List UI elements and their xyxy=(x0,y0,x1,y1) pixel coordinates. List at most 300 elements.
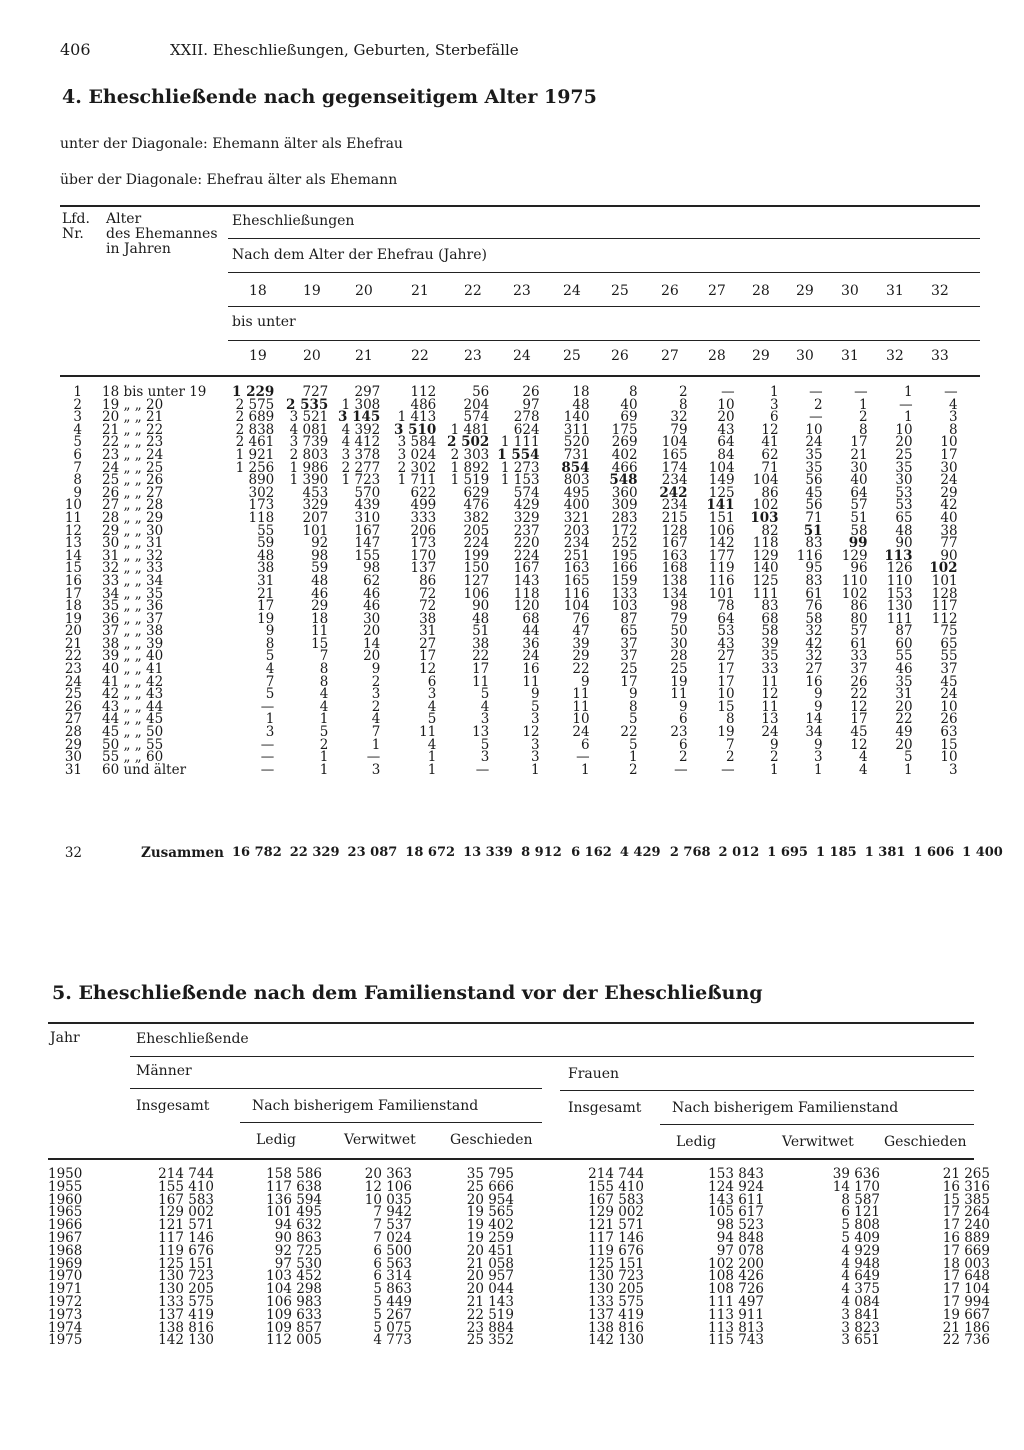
count-cell: 90 863 xyxy=(274,1229,322,1246)
row-number: 8 xyxy=(73,472,82,489)
marriage-count-cell: 22 xyxy=(572,661,590,678)
row-number: 26 xyxy=(64,698,82,715)
row-number: 15 xyxy=(64,560,82,577)
marriage-count-cell: 2 689 xyxy=(235,409,275,426)
count-cell: 4 929 xyxy=(841,1242,880,1259)
marriage-count-cell: 40 xyxy=(620,396,638,413)
marriage-count-cell: 13 xyxy=(761,711,779,728)
count-cell: 6 563 xyxy=(373,1255,412,1272)
row-number: 4 xyxy=(73,421,82,438)
table-row xyxy=(60,386,966,399)
age-header-cell: 19 xyxy=(249,348,267,364)
header-men-insgesamt: Insgesamt xyxy=(136,1098,210,1114)
marriage-count-cell: 8 xyxy=(265,635,275,652)
age-header-cell: 27 xyxy=(708,283,726,299)
marriage-count-cell: 574 xyxy=(513,484,540,501)
marriage-count-cell: 19 xyxy=(670,673,688,690)
count-cell: 167 583 xyxy=(158,1191,214,1208)
marriage-count-cell: 17 xyxy=(419,648,437,665)
marriage-count-cell: 429 xyxy=(513,497,540,514)
count-cell: 19 565 xyxy=(466,1204,514,1221)
marriage-count-cell: 48 xyxy=(472,610,490,627)
count-cell: 14 170 xyxy=(832,1178,880,1195)
marriage-count-cell: 1 273 xyxy=(500,459,540,476)
row-number: 18 xyxy=(64,598,82,615)
col-header-alter-line2: des Ehemannes xyxy=(106,226,218,242)
total-count-cell: 16 782 xyxy=(232,845,282,860)
marriage-count-cell: 140 xyxy=(563,409,590,426)
marriage-count-cell: 1 723 xyxy=(341,472,381,489)
col-header-jahr: Jahr xyxy=(50,1030,80,1046)
marriage-count-cell: 2 xyxy=(813,396,823,413)
marriage-count-cell: 42 xyxy=(940,497,958,514)
marriage-count-cell: 11 xyxy=(572,698,590,715)
marriage-count-cell: 129 xyxy=(752,547,779,564)
husband-age-group: 37 „ „ 38 xyxy=(102,623,164,640)
marriage-count-cell: 6 xyxy=(678,736,688,753)
marriage-count-cell: 1 xyxy=(903,384,913,400)
table-row xyxy=(60,474,966,487)
marriage-count-cell: 104 xyxy=(752,472,779,489)
table-row xyxy=(60,676,966,689)
marriage-count-cell: 234 xyxy=(661,472,688,489)
marriage-count-cell: 8 xyxy=(678,396,688,413)
count-cell: 6 314 xyxy=(373,1268,412,1285)
marriage-count-cell: 61 xyxy=(850,635,868,652)
age-header-cell: 18 xyxy=(249,283,267,299)
table5-rule-women-sub xyxy=(660,1124,974,1125)
marriage-count-cell: 3 xyxy=(480,749,490,766)
count-cell: 130 205 xyxy=(588,1281,644,1298)
count-cell: 7 942 xyxy=(373,1204,412,1221)
marriage-count-cell: 32 xyxy=(805,648,823,665)
marriage-count-cell: 44 xyxy=(522,623,540,640)
marriage-count-cell: 2 xyxy=(858,409,868,426)
marriage-count-cell: 55 xyxy=(257,522,275,539)
total-count-cell: 1 381 xyxy=(864,845,906,860)
marriage-count-cell: 56 xyxy=(805,497,823,514)
marriage-count-cell: 402 xyxy=(611,446,638,463)
row-number: 20 xyxy=(64,623,82,640)
marriage-count-cell: 8 xyxy=(628,698,638,715)
marriage-count-cell: 10 xyxy=(717,686,735,703)
marriage-count-cell: 90 xyxy=(895,535,913,552)
marriage-count-cell: — xyxy=(260,749,275,766)
marriage-count-cell: 27 xyxy=(419,635,437,652)
marriage-count-cell: 2 803 xyxy=(289,446,329,463)
marriage-count-cell: 4 xyxy=(858,749,868,766)
count-cell: 133 575 xyxy=(588,1293,644,1310)
marriage-count-cell: 86 xyxy=(761,484,779,501)
husband-age-group: 32 „ „ 33 xyxy=(102,560,164,577)
marriage-count-cell: 125 xyxy=(752,572,779,589)
count-cell: 3 823 xyxy=(841,1319,880,1336)
marriage-count-cell: 12 xyxy=(419,661,437,678)
count-cell: 17 994 xyxy=(942,1293,990,1310)
count-cell: 5 449 xyxy=(373,1293,412,1310)
marriage-count-cell: 149 xyxy=(708,472,735,489)
count-cell: 7 024 xyxy=(373,1229,412,1246)
marriage-count-cell: 53 xyxy=(895,484,913,501)
marriage-count-cell: 204 xyxy=(463,396,490,413)
row-number: 1 xyxy=(73,384,82,400)
count-cell: 117 638 xyxy=(266,1178,322,1195)
row-number: 24 xyxy=(64,673,82,690)
count-cell: 167 583 xyxy=(588,1191,644,1208)
marriage-count-cell: 64 xyxy=(717,610,735,627)
marriage-count-cell: 4 412 xyxy=(341,434,381,451)
marriage-count-cell: 7 xyxy=(265,673,275,690)
marriage-count-cell: 207 xyxy=(302,509,329,526)
table-row xyxy=(60,588,966,601)
marriage-count-cell: 110 xyxy=(886,572,913,589)
marriage-count-cell: 224 xyxy=(463,535,490,552)
husband-age-group: 26 „ „ 27 xyxy=(102,484,164,501)
year-cell: 1967 xyxy=(48,1229,83,1246)
marriage-count-cell: 33 xyxy=(761,661,779,678)
marriage-count-cell: 69 xyxy=(620,409,638,426)
marriage-count-cell: 26 xyxy=(850,673,868,690)
husband-age-group: 27 „ „ 28 xyxy=(102,497,164,514)
marriage-count-cell: 65 xyxy=(620,623,638,640)
table-row xyxy=(60,600,966,613)
count-cell: 10 035 xyxy=(364,1191,412,1208)
marriage-count-cell: 65 xyxy=(895,509,913,526)
marriage-count-cell: 622 xyxy=(410,484,437,501)
marriage-count-cell: — xyxy=(854,384,868,400)
marriage-count-cell: 92 xyxy=(311,535,329,552)
table-row xyxy=(60,713,966,726)
table4-body xyxy=(60,386,966,776)
count-cell: 23 884 xyxy=(466,1319,514,1336)
marriage-count-cell: 22 xyxy=(472,648,490,665)
age-header-cell: 22 xyxy=(411,348,429,364)
marriage-count-cell: 133 xyxy=(611,585,638,602)
header-women-nach: Nach bisherigem Familienstand xyxy=(672,1100,899,1116)
husband-age-group: 35 „ „ 36 xyxy=(102,598,164,615)
count-cell: 104 298 xyxy=(266,1281,322,1298)
marriage-count-cell: 37 xyxy=(620,648,638,665)
col-header-nr: Nr. xyxy=(62,226,84,242)
marriage-count-cell: 1 xyxy=(371,736,381,753)
age-header-cell: 20 xyxy=(355,283,373,299)
count-cell: 16 316 xyxy=(942,1178,990,1195)
marriage-count-cell: 78 xyxy=(717,598,735,615)
table-row xyxy=(60,562,966,575)
age-header-cell: 32 xyxy=(931,283,949,299)
marriage-count-cell: 2 xyxy=(628,761,638,778)
marriage-count-cell: 104 xyxy=(661,434,688,451)
marriage-count-cell: 155 xyxy=(354,547,381,564)
marriage-count-cell: 2 xyxy=(371,698,381,715)
age-header-cell: 23 xyxy=(513,283,531,299)
marriage-count-cell: 83 xyxy=(761,598,779,615)
husband-age-group: 36 „ „ 37 xyxy=(102,610,164,627)
marriage-count-cell: 3 521 xyxy=(289,409,329,426)
total-count-cell: 1 400 xyxy=(962,845,1003,860)
marriage-count-cell: 22 xyxy=(895,711,913,728)
count-cell: 17 240 xyxy=(942,1217,990,1234)
table-row xyxy=(48,1334,1014,1347)
count-cell: 7 537 xyxy=(373,1217,412,1234)
count-cell: 20 044 xyxy=(466,1281,514,1298)
total-count-cell: 6 162 xyxy=(571,845,612,860)
row-number: 13 xyxy=(64,535,82,552)
marriage-count-cell: 2 502 xyxy=(447,434,490,451)
marriage-count-cell: 37 xyxy=(620,635,638,652)
marriage-count-cell: 1 481 xyxy=(450,421,490,438)
marriage-count-cell: 39 xyxy=(761,635,779,652)
marriage-count-cell: 9 xyxy=(769,736,779,753)
marriage-count-cell: 120 xyxy=(513,598,540,615)
marriage-count-cell: 10 xyxy=(895,421,913,438)
marriage-count-cell: 9 xyxy=(628,686,638,703)
marriage-count-cell: 499 xyxy=(410,497,437,514)
header-women-ledig: Ledig xyxy=(676,1134,716,1150)
husband-age-group: 44 „ „ 45 xyxy=(102,711,164,728)
count-cell: 6 121 xyxy=(841,1204,880,1221)
count-cell: 15 385 xyxy=(942,1191,990,1208)
marriage-count-cell: 26 xyxy=(940,711,958,728)
marriage-count-cell: 165 xyxy=(661,446,688,463)
marriage-count-cell: 252 xyxy=(611,535,638,552)
marriage-count-cell: 466 xyxy=(611,459,638,476)
count-cell: 105 617 xyxy=(708,1204,764,1221)
marriage-count-cell: 5 xyxy=(265,648,275,665)
husband-age-group: 45 „ „ 50 xyxy=(102,724,164,741)
marriage-count-cell: 9 xyxy=(580,673,590,690)
year-cell: 1968 xyxy=(48,1242,83,1259)
year-cell: 1970 xyxy=(48,1268,83,1285)
table-row xyxy=(60,613,966,626)
marriage-count-cell: 4 xyxy=(480,698,490,715)
marriage-count-cell: 18 xyxy=(572,384,590,400)
marriage-count-cell: 87 xyxy=(895,623,913,640)
marriage-count-cell: 731 xyxy=(563,446,590,463)
marriage-count-cell: 9 xyxy=(530,686,540,703)
count-cell: 17 264 xyxy=(942,1204,990,1221)
count-cell: 115 743 xyxy=(708,1332,764,1349)
marriage-count-cell: 22 xyxy=(620,724,638,741)
husband-age-group: 33 „ „ 34 xyxy=(102,572,164,589)
count-cell: 214 744 xyxy=(158,1166,214,1182)
table4-title: 4. Eheschließende nach gegenseitigem Alter 1975 xyxy=(62,86,597,108)
marriage-count-cell: 134 xyxy=(661,585,688,602)
row-number: 14 xyxy=(64,547,82,564)
count-cell: 214 744 xyxy=(588,1166,644,1182)
marriage-count-cell: 79 xyxy=(670,421,688,438)
count-cell: 130 205 xyxy=(158,1281,214,1298)
marriage-count-cell: 311 xyxy=(563,421,590,438)
marriage-count-cell: 113 xyxy=(884,547,913,564)
marriage-count-cell: 1 xyxy=(530,761,540,778)
marriage-count-cell: 5 xyxy=(628,711,638,728)
marriage-count-cell: 1 xyxy=(903,409,913,426)
marriage-count-cell: 30 xyxy=(940,459,958,476)
marriage-count-cell: 128 xyxy=(661,522,688,539)
marriage-count-cell: 30 xyxy=(850,459,868,476)
table-row xyxy=(60,487,966,500)
row-number: 32 xyxy=(64,845,82,861)
marriage-count-cell: 3 xyxy=(813,749,823,766)
marriage-count-cell: 8 xyxy=(858,421,868,438)
row-number: 21 xyxy=(64,635,82,652)
year-cell: 1969 xyxy=(48,1255,83,1272)
marriage-count-cell: 24 xyxy=(940,686,958,703)
marriage-count-cell: — xyxy=(260,698,275,715)
marriage-count-cell: 25 xyxy=(670,661,688,678)
marriage-count-cell: 84 xyxy=(717,446,735,463)
count-cell: 20 954 xyxy=(466,1191,514,1208)
table-row xyxy=(60,726,966,739)
marriage-count-cell: 111 xyxy=(752,585,779,602)
count-cell: 155 410 xyxy=(588,1178,644,1195)
marriage-count-cell: 58 xyxy=(761,623,779,640)
row-number: 2 xyxy=(73,396,82,413)
table5-top-rule xyxy=(48,1022,974,1024)
marriage-count-cell: 17 xyxy=(940,446,958,463)
marriage-count-cell: 99 xyxy=(848,535,868,552)
count-cell: 17 669 xyxy=(942,1242,990,1259)
marriage-count-cell: 38 xyxy=(419,610,437,627)
marriage-count-cell: 86 xyxy=(850,598,868,615)
total-label: Zusammen xyxy=(141,845,224,861)
marriage-count-cell: 127 xyxy=(463,572,490,589)
marriage-count-cell: 35 xyxy=(895,459,913,476)
marriage-count-cell: 2 xyxy=(725,749,735,766)
marriage-count-cell: 10 xyxy=(805,421,823,438)
header-men-geschieden: Geschieden xyxy=(450,1132,533,1148)
marriage-count-cell: 2 xyxy=(319,736,329,753)
marriage-count-cell: 48 xyxy=(311,572,329,589)
marriage-count-cell: 20 xyxy=(717,409,735,426)
marriage-count-cell: 8 xyxy=(319,673,329,690)
marriage-count-cell: 31 xyxy=(895,686,913,703)
marriage-count-cell: 278 xyxy=(513,409,540,426)
marriage-count-cell: — xyxy=(721,384,735,400)
husband-age-group: 42 „ „ 43 xyxy=(102,686,164,703)
marriage-count-cell: 57 xyxy=(850,497,868,514)
count-cell: 16 889 xyxy=(942,1229,990,1246)
marriage-count-cell: 7 xyxy=(319,648,329,665)
marriage-count-cell: 12 xyxy=(850,736,868,753)
age-header-cell: 20 xyxy=(303,348,321,364)
count-cell: 12 106 xyxy=(364,1178,412,1195)
marriage-count-cell: 28 xyxy=(670,648,688,665)
count-cell: 5 808 xyxy=(841,1217,880,1234)
marriage-count-cell: — xyxy=(674,761,688,778)
husband-age-group: 43 „ „ 44 xyxy=(102,698,164,715)
count-cell: 158 586 xyxy=(266,1166,322,1182)
age-header-cell: 21 xyxy=(355,348,373,364)
marriage-count-cell: 32 xyxy=(670,409,688,426)
marriage-count-cell: 19 xyxy=(717,724,735,741)
marriage-count-cell: 31 xyxy=(419,623,437,640)
marriage-count-cell: 76 xyxy=(805,598,823,615)
marriage-count-cell: 112 xyxy=(931,610,958,627)
count-cell: 130 723 xyxy=(158,1268,214,1285)
table5-rule-men-sub xyxy=(240,1122,542,1123)
marriage-count-cell: 129 xyxy=(841,547,868,564)
count-cell: 143 611 xyxy=(708,1191,764,1208)
marriage-count-cell: — xyxy=(809,384,823,400)
marriage-count-cell: 3 378 xyxy=(341,446,381,463)
marriage-count-cell: 10 xyxy=(940,434,958,451)
marriage-count-cell: 38 xyxy=(940,522,958,539)
marriage-count-cell: 95 xyxy=(805,560,823,577)
marriage-count-cell: 33 xyxy=(850,648,868,665)
marriage-count-cell: 3 xyxy=(530,749,540,766)
husband-age-group: 19 „ „ 20 xyxy=(102,396,164,413)
count-cell: 124 924 xyxy=(708,1178,764,1195)
marriage-count-cell: 1 xyxy=(903,761,913,778)
marriage-count-cell: 3 xyxy=(948,409,958,426)
marriage-count-cell: 35 xyxy=(761,648,779,665)
marriage-count-cell: 2 303 xyxy=(450,446,490,463)
marriage-count-cell: 476 xyxy=(463,497,490,514)
marriage-count-cell: 159 xyxy=(611,572,638,589)
header-eheschliessungen: Eheschließungen xyxy=(232,213,355,229)
marriage-count-cell: 310 xyxy=(354,509,381,526)
marriage-count-cell: 21 xyxy=(257,585,275,602)
header-rule-1 xyxy=(228,238,980,239)
total-count-cell: 8 912 xyxy=(521,845,562,860)
count-cell: 20 957 xyxy=(466,1268,514,1285)
table-row xyxy=(60,638,966,651)
year-cell: 1971 xyxy=(48,1281,83,1298)
count-cell: 21 143 xyxy=(466,1293,514,1310)
count-cell: 19 259 xyxy=(466,1229,514,1246)
husband-age-group: 41 „ „ 42 xyxy=(102,673,164,690)
marriage-count-cell: 1 xyxy=(319,749,329,766)
marriage-count-cell: 90 xyxy=(472,598,490,615)
marriage-count-cell: 4 xyxy=(319,686,329,703)
marriage-count-cell: 3 739 xyxy=(289,434,329,451)
count-cell: 20 451 xyxy=(466,1242,514,1259)
husband-age-group: 20 „ „ 21 xyxy=(102,409,164,426)
marriage-count-cell: 20 xyxy=(895,698,913,715)
row-number: 7 xyxy=(73,459,82,476)
marriage-count-cell: 237 xyxy=(513,522,540,539)
marriage-count-cell: 20 xyxy=(363,648,381,665)
marriage-count-cell: 7 xyxy=(725,736,735,753)
year-cell: 1975 xyxy=(48,1332,83,1349)
marriage-count-cell: 68 xyxy=(522,610,540,627)
year-cell: 1955 xyxy=(48,1178,83,1195)
marriage-count-cell: 11 xyxy=(419,724,437,741)
total-count-cell: 1 606 xyxy=(913,845,955,860)
total-row xyxy=(60,847,1011,860)
count-cell: 5 075 xyxy=(373,1319,412,1336)
marriage-count-cell: 48 xyxy=(895,522,913,539)
marriage-count-cell: 10 xyxy=(572,711,590,728)
husband-age-group: 23 „ „ 24 xyxy=(102,446,164,463)
marriage-count-cell: 195 xyxy=(611,547,638,564)
marriage-count-cell: 126 xyxy=(886,560,913,577)
marriage-count-cell: 83 xyxy=(805,535,823,552)
count-cell: 4 948 xyxy=(841,1255,880,1272)
marriage-count-cell: 333 xyxy=(410,509,437,526)
header-men-ledig: Ledig xyxy=(256,1132,296,1148)
count-cell: 142 130 xyxy=(588,1332,644,1349)
marriage-count-cell: 43 xyxy=(717,635,735,652)
count-cell: 5 863 xyxy=(373,1281,412,1298)
count-cell: 4 649 xyxy=(841,1268,880,1285)
marriage-count-cell: 30 xyxy=(363,610,381,627)
marriage-count-cell: 6 xyxy=(678,711,688,728)
marriage-count-cell: 167 xyxy=(513,560,540,577)
marriage-count-cell: — xyxy=(475,761,490,778)
